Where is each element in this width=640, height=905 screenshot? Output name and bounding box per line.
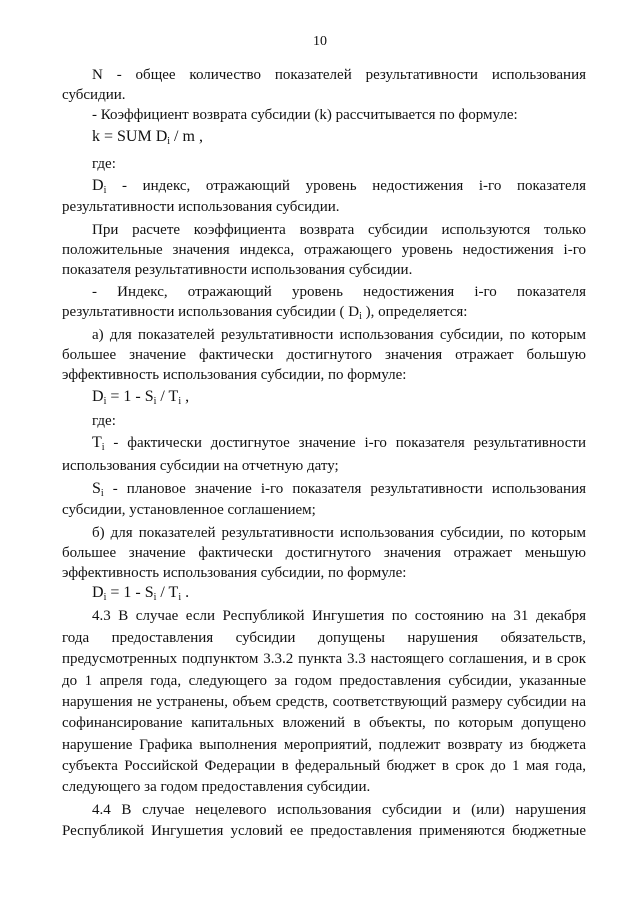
text-line: субсидии. (62, 87, 126, 103)
text-line: эффективность использования субсидии, по формуле: (62, 367, 407, 383)
text-line: использования субсидии на отчетную дату; (62, 458, 339, 474)
page-number: 10 (313, 34, 327, 49)
text-line: - Индекс, отражающий уровень недостижения i-го показателя (92, 284, 586, 300)
paragraph-4-3-line: предусмотренных подпунктом 3.3.2 пункта 3.3 настоящего соглашения, и в срок (62, 651, 586, 667)
text-line: субсидии, установленное соглашением; (62, 502, 316, 518)
text-line: показателя результативности использования субсидии. (62, 262, 413, 278)
where-label: где: (92, 413, 116, 429)
text-line: - Коэффициент возврата субсидии (k) рассчитывается по формуле: (92, 107, 518, 123)
definition-di: $D_i$ - индекс, отражающий уровень недостижения i-го показателя (92, 177, 586, 196)
text-line: N - общее количество показателей результативности использования (92, 67, 586, 83)
paragraph-4-3-line: 4.3 В случае если Республикой Ингушетия по состоянию на 31 декабря (92, 608, 586, 624)
paragraph-4-3-line: следующего за годом предоставления субсидии. (62, 779, 371, 795)
text-line: а) для показателей результативности использования субсидии, по которым (92, 327, 586, 343)
formula-k: k = SUM $D_i$ / m , (92, 128, 203, 147)
where-label: где: (92, 156, 116, 172)
formula-di-a: $D_i = 1 - S_i / T_i$ , (92, 388, 190, 407)
paragraph-4-4-line: Республикой Ингушетия условий ее предоставления применяются бюджетные (62, 823, 586, 839)
text-line: большее значение фактически достигнутого значения отражает меньшую (62, 545, 586, 561)
paragraph-4-3-line: нарушение Графика выполнения мероприятий, подлежит возврату из бюджета (62, 737, 586, 753)
paragraph-4-3-line: года предоставления субсидии допущены нарушения обязательств, (62, 630, 586, 646)
text-line: большее значение фактически достигнутого значения отражает большую (62, 347, 586, 363)
paragraph-4-3-line: до 1 апреля года, следующего за годом предоставления субсидии, указанные (62, 673, 586, 689)
text-line: эффективность использования субсидии, по формуле: (62, 565, 407, 581)
paragraph-4-3-line: софинансирование капитальных вложений в объекты, по которым допущено (62, 715, 586, 731)
paragraph-4-4-line: 4.4 В случае нецелевого использования субсидии и (или) нарушения (92, 802, 586, 818)
formula-di-b: $D_i = 1 - S_i / T_i$ . (92, 584, 190, 603)
paragraph-4-3-line: нарушения не устранены, объем средств, соответствующий размеру субсидии на (62, 694, 586, 710)
definition-ti: $T_i$ - фактически достигнутое значение i-го показателя результативности (92, 434, 586, 453)
text-line: положительные значения индекса, отражающего уровень недостижения i-го (62, 242, 586, 258)
paragraph-4-3-line: субъекта Российской Федерации в федеральный бюджет в срок до 1 мая года, (62, 758, 586, 774)
text-line: б) для показателей результативности использования субсидии, по которым (92, 525, 586, 541)
text-line: результативности использования субсидии ( $D_i$ ), определяется: (62, 304, 468, 322)
definition-si: $S_i$ - плановое значение i-го показателя результативности использования (92, 480, 586, 499)
text-line: При расчете коэффициента возврата субсидии используются только (92, 222, 586, 238)
text-line: результативности использования субсидии. (62, 199, 340, 215)
